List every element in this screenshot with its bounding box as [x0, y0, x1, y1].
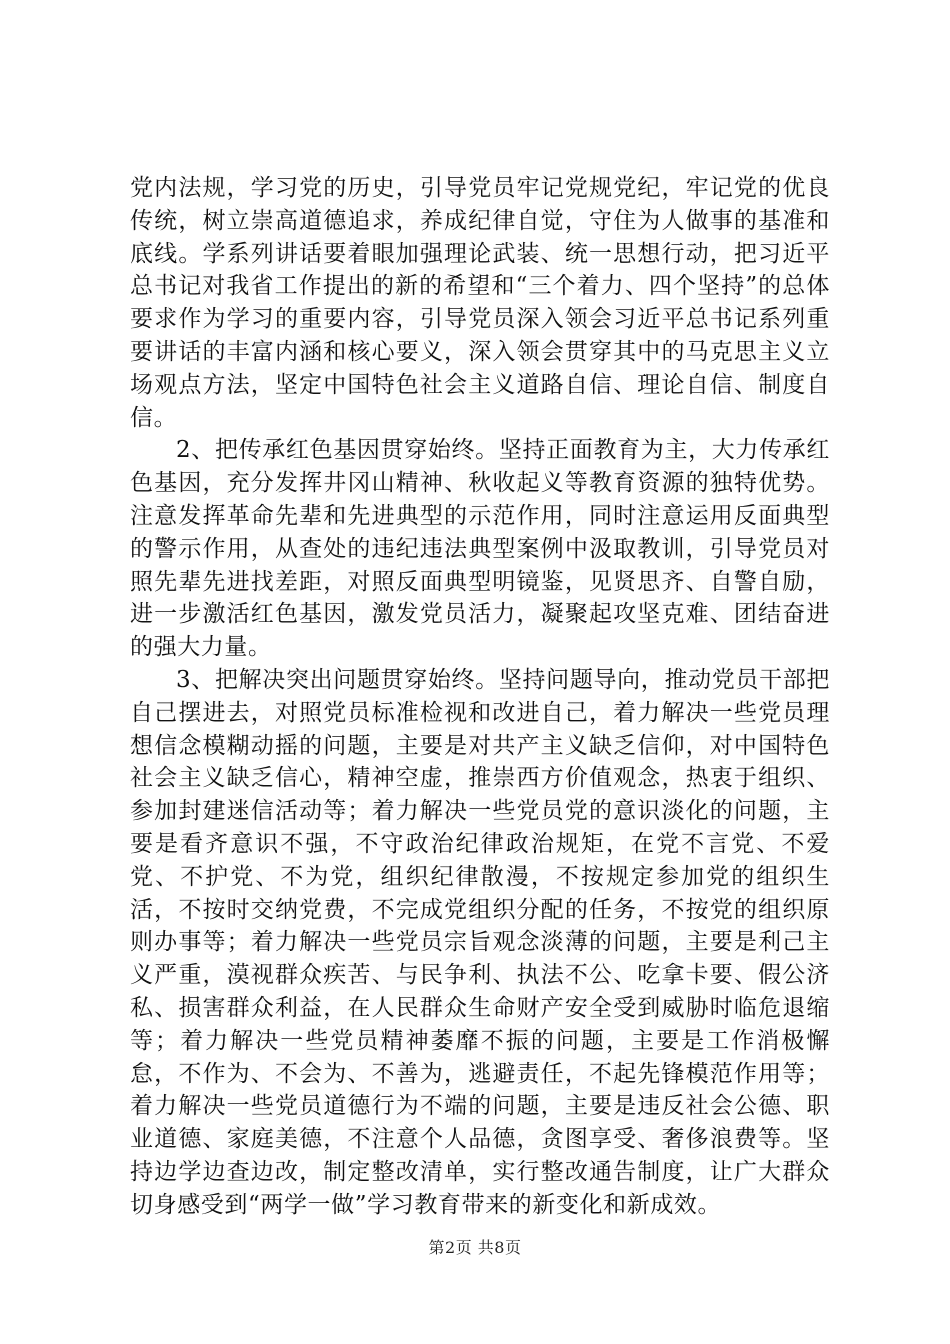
- paragraph-red-gene: 2、把传承红色基因贯穿始终。坚持正面教育为主，大力传承红色基因，充分发挥井冈山精神、秋收起义等教育资源的独特优势。注意发挥革命先辈和先进典型的示范作用，同时注意运用反面典型的警示作用，从查处的违纪违法典型案例中汲取教训，引导党员对照先辈先进找差距，对照反面典型明镜鉴，见贤思齐、自警自励，进一步激活红色基因，激发党员活力，凝聚起攻坚克难、团结奋进的强大力量。: [130, 437, 830, 661]
- paragraph-continued: 党内法规，学习党的历史，引导党员牢记党规党纪，牢记党的优良传统，树立崇高道德追求，养成纪律自觉，守住为人做事的基准和底线。学系列讲话要着眼加强理论武装、统一思想行动，把习近平总书记对我省工作提出的新的希望和“三个着力、四个坚持”的总体要求作为学习的重要内容，引导党员深入领会习近平总书记系列重要讲话的丰富内涵和核心要义，深入领会贯穿其中的马克思主义立场观点方法，坚定中国特色社会主义道路自信、理论自信、制度自信。: [130, 175, 830, 431]
- paragraph-problem-solving: 3、把解决突出问题贯穿始终。坚持问题导向，推动党员干部把自己摆进去，对照党员标准检视和改进自己，着力解决一些党员理想信念模糊动摇的问题，主要是对共产主义缺乏信仰，对中国特色社会主义缺乏信心，精神空虚，推崇西方价值观念，热衷于组织、参加封建迷信活动等；着力解决一些党员党的意识淡化的问题，主要是看齐意识不强，不守政治纪律政治规矩，在党不言党、不爱党、不护党、不为党，组织纪律散漫，不按规定参加党的组织生活，不按时交纳党费，不完成党组织分配的任务，不按党的组织原则办事等；着力解决一些党员宗旨观念淡薄的问题，主要是利己主义严重，漠视群众疾苦、与民争利、执法不公、吃拿卡要、假公济私、损害群众利益，在人民群众生命财产安全受到威胁时临危退缩等；着力解决一些党员精神萎靡不振的问题，主要是工作消极懈怠，不作为、不会为、不善为，逃避责任，不起先锋模范作用等；着力解决一些党员道德行为不端的问题，主要是违反社会公德、职业道德、家庭美德，不注意个人品德，贪图享受、奢侈浪费等。坚持边学边查边改，制定整改清单，实行整改通告制度，让广大群众切身感受到“两学一做”学习教育带来的新变化和新成效。: [130, 666, 830, 1218]
- document-body: [130, 172, 830, 1222]
- page-number-footer: 第2页 共8页: [428, 1238, 522, 1257]
